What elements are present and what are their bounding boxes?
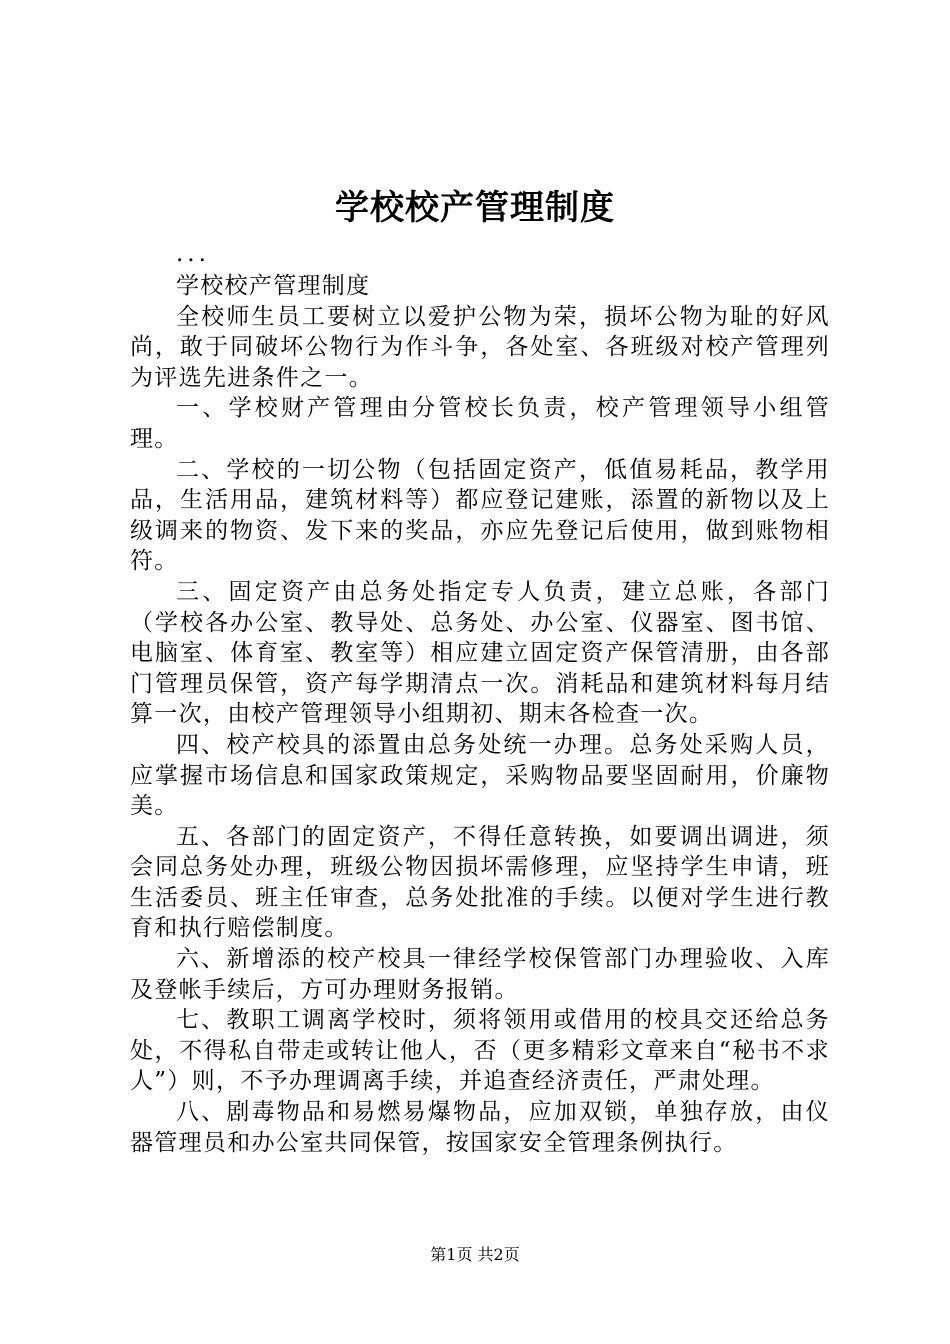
subtitle-paragraph: 学校校产管理制度 bbox=[176, 273, 371, 299]
document-body bbox=[130, 243, 830, 1158]
document-title: 学校校产管理制度 bbox=[335, 188, 615, 228]
body-paragraph: 五、各部门的固定资产，不得任意转换，如要调出调进，须会同总务处办理，班级公物因损坏需修理，应坚持学生申请，班生活委员、班主任审查，总务处批准的手续。以便对学生进行教育和执行赔偿制度。 bbox=[130, 823, 830, 942]
body-paragraph: 四、校产校具的添置由总务处统一办理。总务处采购人员，应掌握市场信息和国家政策规定，采购物品要坚固耐用，价廉物美。 bbox=[130, 731, 830, 820]
body-paragraph: 七、教职工调离学校时，须将领用或借用的校具交还给总务处，不得私自带走或转让他人，否（更多精彩文章来自“秘书不求人”）则，不予办理调离手续，并追查经济责任，严肃处理。 bbox=[130, 1007, 830, 1095]
ellipsis-line: ... bbox=[176, 241, 210, 267]
body-paragraph: 六、新增添的校产校具一律经学校保管部门办理验收、入库及登帐手续后，方可办理财务报销。 bbox=[130, 946, 830, 1003]
body-paragraph: 三、固定资产由总务处指定专人负责，建立总账，各部门（学校各办公室、教导处、总务处、办公室、仪器室、图书馆、电脑室、体育室、教室等）相应建立固定资产保管清册，由各部门管理员保管，资产每学期清点一次。消耗品和建筑材料每月结算一次，由校产管理领导小组期初、期末各检查一次。 bbox=[130, 578, 830, 728]
body-paragraph: 一、学校财产管理由分管校长负责，校产管理领导小组管理。 bbox=[130, 395, 830, 452]
page-number-footer: 第1页 共2页 bbox=[430, 1245, 520, 1264]
body-paragraph: 八、剧毒物品和易燃易爆物品，应加双锁，单独存放，由仪器管理员和办公室共同保管，按国家安全管理条例执行。 bbox=[130, 1099, 830, 1156]
body-paragraph: 全校师生员工要树立以爱护公物为荣，损坏公物为耻的好风尚，敢于同破坏公物行为作斗争，各处室、各班级对校产管理列为评选先进条件之一。 bbox=[130, 303, 830, 391]
body-paragraph: 二、学校的一切公物（包括固定资产，低值易耗品，教学用品，生活用品，建筑材料等）都应登记建账，添置的新物以及上级调来的物资、发下来的奖品，亦应先登记后使用，做到账物相符。 bbox=[130, 456, 830, 575]
